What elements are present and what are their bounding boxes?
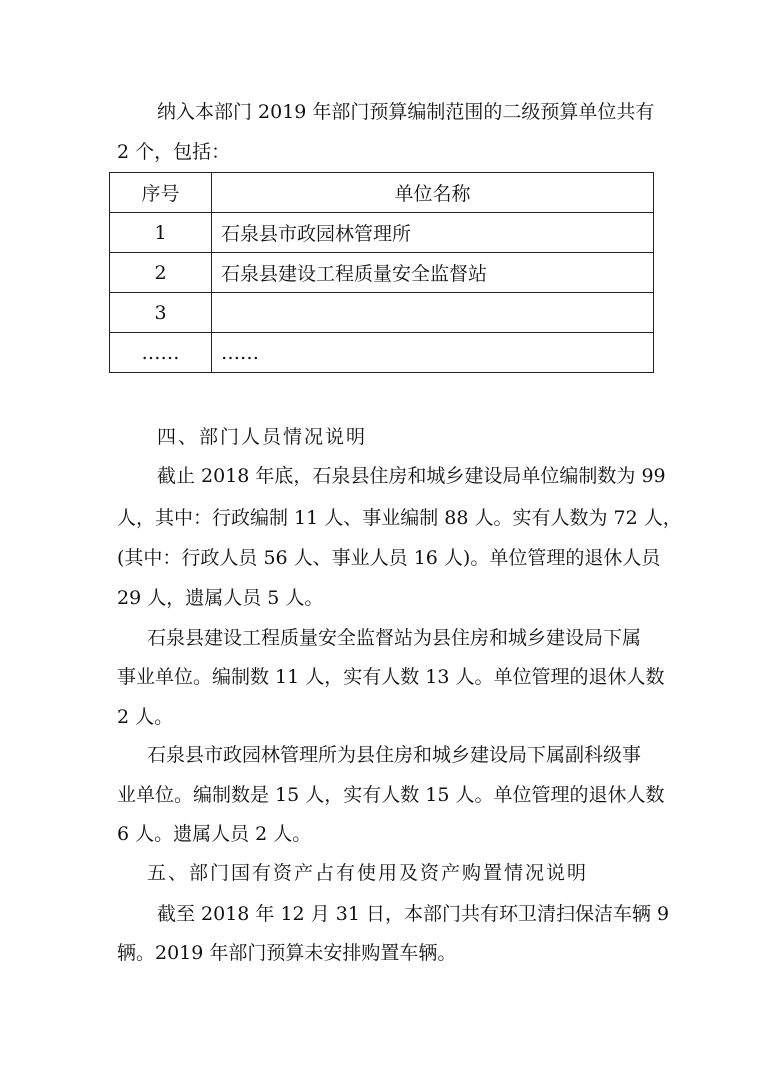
intro-line-1: 纳入本部门 2019 年部门预算编制范围的二级预算单位共有 <box>157 101 655 123</box>
row-serial-number: …… <box>110 333 212 373</box>
table-row <box>110 333 654 373</box>
section-4-paragraph-2-line: 事业单位。编制数 11 人，实有人数 13 人。单位管理的退休人数 <box>117 666 665 688</box>
section-4-paragraph-2-line: 石泉县建设工程质量安全监督站为县住房和城乡建设局下属 <box>147 627 642 649</box>
section-4-paragraph-2-line: 2 人。 <box>117 706 174 728</box>
table-row <box>110 293 654 333</box>
section-4-paragraph-3-line: 石泉县市政园林管理所为县住房和城乡建设局下属副科级事 <box>147 744 642 766</box>
section-4-paragraph-3-line: 6 人。遗属人员 2 人。 <box>117 823 312 845</box>
row-serial-number: 3 <box>110 293 212 333</box>
section-4-paragraph-1-line: 29 人，遗属人员 5 人。 <box>117 587 324 609</box>
section-5-paragraph-1-line: 辆。2019 年部门预算未安排购置车辆。 <box>117 942 457 964</box>
table-header-row <box>110 173 654 213</box>
row-unit-name: 石泉县建设工程质量安全监督站 <box>212 253 654 293</box>
section-4-paragraph-3-line: 业单位。编制数是 15 人，实有人数 15 人。单位管理的退休人数 <box>117 784 665 806</box>
section-4-paragraph-1-line: (其中：行政人员 56 人、事业人员 16 人)。单位管理的退休人员 <box>117 547 661 569</box>
section-5-heading: 五、部门国有资产占有使用及资产购置情况说明 <box>147 862 589 884</box>
section-5-paragraph-1-line: 截至 2018 年 12 月 31 日，本部门共有环卫清扫保洁车辆 9 <box>157 903 670 925</box>
budget-units-table <box>109 172 654 373</box>
section-4-paragraph-1-line: 人，其中：行政编制 11 人、事业编制 88 人。实有人数为 72 人， <box>117 507 682 529</box>
section-4-heading: 四、部门人员情况说明 <box>157 426 368 448</box>
row-serial-number: 1 <box>110 213 212 253</box>
row-unit-name: …… <box>212 333 654 373</box>
header-unit-name: 单位名称 <box>212 173 654 213</box>
table-row <box>110 213 654 253</box>
row-unit-name <box>212 293 654 333</box>
row-unit-name: 石泉县市政园林管理所 <box>212 213 654 253</box>
section-4-paragraph-1-line: 截止 2018 年底，石泉县住房和城乡建设局单位编制数为 99 <box>157 465 666 487</box>
intro-line-2: 2 个，包括： <box>117 141 231 163</box>
table-row <box>110 253 654 293</box>
row-serial-number: 2 <box>110 253 212 293</box>
header-serial-number: 序号 <box>110 173 212 213</box>
